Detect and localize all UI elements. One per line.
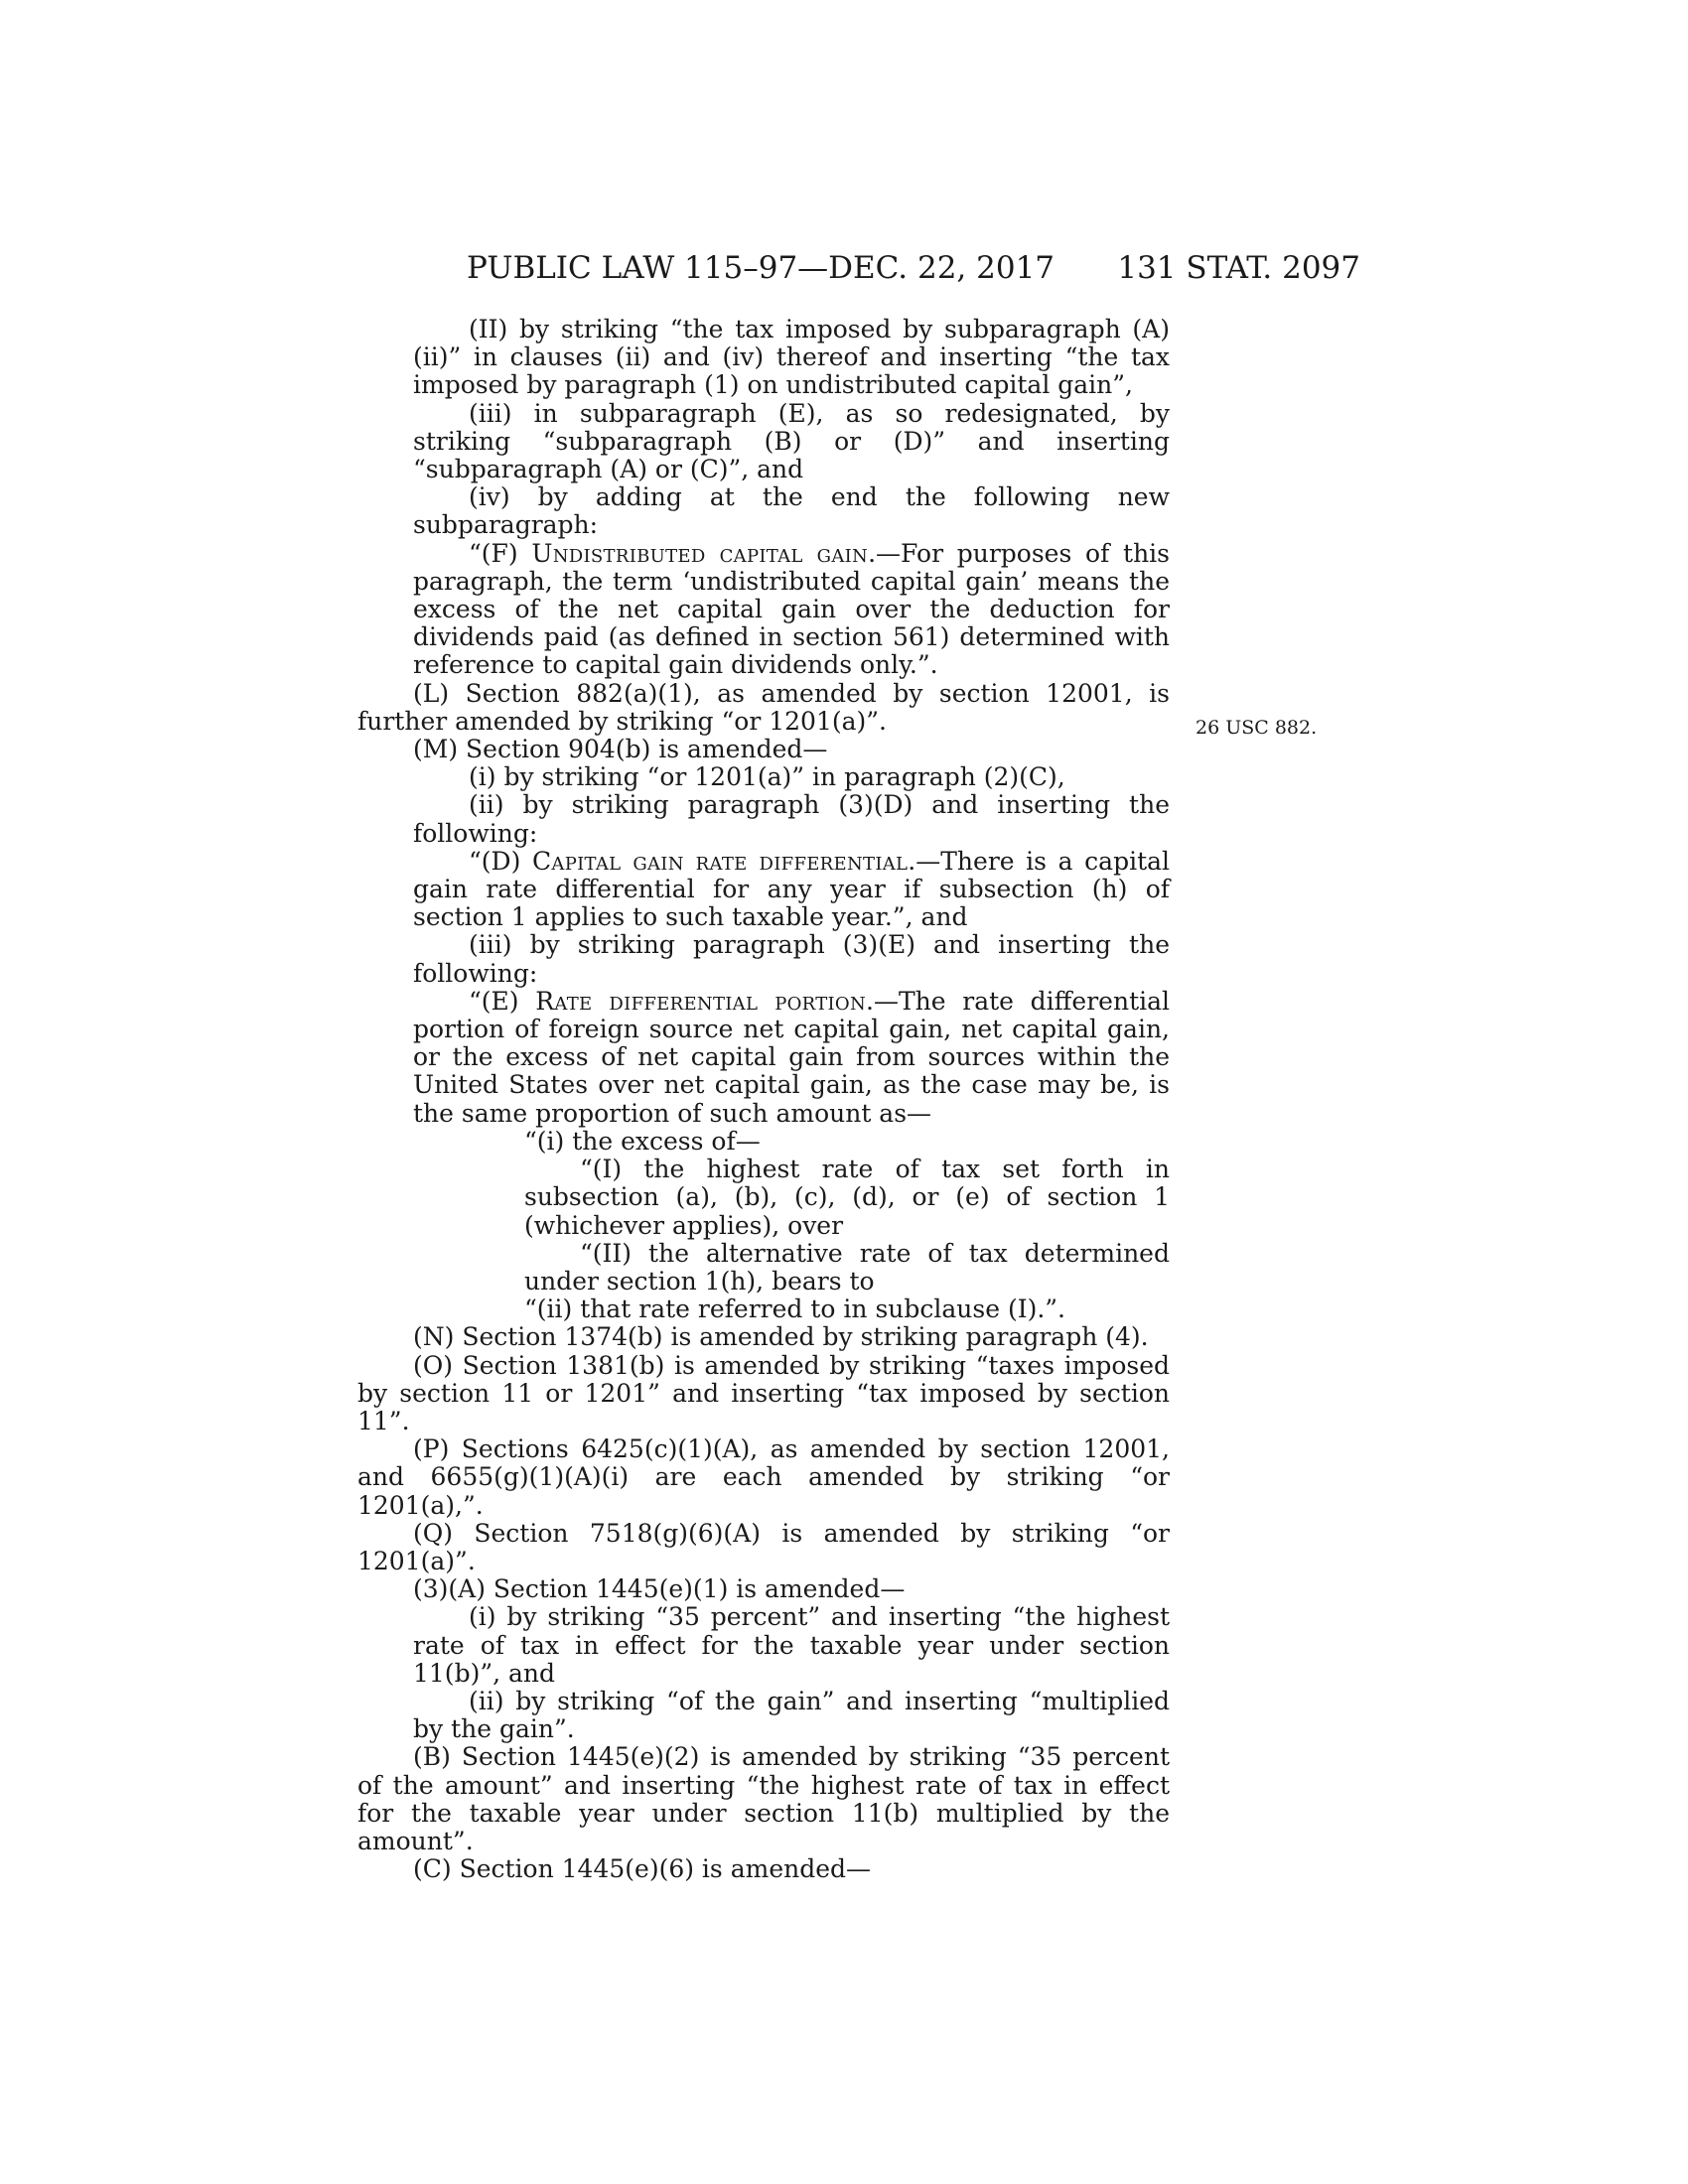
para-O: (O) Section 1381(b) is amended by striking “taxes imposed by section 11 or 1201” and inserting “tax imposed by section 11”. xyxy=(357,1350,1170,1435)
margin-note-usc: 26 USC 882. xyxy=(1196,717,1318,739)
heading-rate-differential-portion: Rate differential portion xyxy=(535,986,867,1016)
para-P: (P) Sections 6425(c)(1)(A), as amended by section 12001, and 6655(g)(1)(A)(i) are each amended by striking “or 1201(a),”. xyxy=(357,1434,1170,1520)
para-Q: (Q) Section 7518(g)(6)(A) is amended by striking “or 1201(a)”. xyxy=(357,1518,1170,1575)
para-N: (N) Section 1374(b) is amended by striking paragraph (4). xyxy=(413,1322,1149,1352)
para-3B: (B) Section 1445(e)(2) is amended by striking “35 percent of the amount” and inserting “the highest rate of tax in effect for the taxable year under section 11(b) multiplied by the amount”. xyxy=(357,1742,1170,1855)
para-L: (L) Section 882(a)(1), as amended by section 12001, is further amended by striking “or 1201(a)”. xyxy=(357,678,1170,736)
heading-undistributed-capital-gain: Undistributed capital gain xyxy=(531,538,869,568)
para-E-ii: “(ii) that rate referred to in subclause (I).”. xyxy=(524,1295,1066,1324)
header-stat-page: 131 STAT. 2097 xyxy=(1117,250,1360,286)
para-F: “(F) Undistributed capital gain.—For purposes of this paragraph, the term ‘undistributed capital gain’ means the excess of the net capital gain over the deduction for dividends paid (as defined in section 561) determined with reference to capital gain dividends only.”. xyxy=(413,538,1170,680)
running-header xyxy=(467,248,1360,288)
para-E-i: “(i) the excess of— xyxy=(524,1126,761,1156)
header-public-law: PUBLIC LAW 115–97—DEC. 22, 2017 xyxy=(467,250,1055,286)
para-3A-i: (i) by striking “35 percent” and inserting “the highest rate of tax in effect for the taxable year under section 11(b)”, and xyxy=(413,1602,1170,1688)
para-3A: (3)(A) Section 1445(e)(1) is amended— xyxy=(413,1574,906,1604)
para-iv: (iv) by adding at the end the following new subparagraph: xyxy=(413,482,1170,540)
para-II: (II) by striking “the tax imposed by subparagraph (A)(ii)” in clauses (ii) and (iv) thereof and inserting “the tax imposed by paragraph (1) on undistributed capital gain”, xyxy=(413,315,1170,400)
para-E-i-I: “(I) the highest rate of tax set forth in subsection (a), (b), (c), (d), or (e) of section 1 (whichever applies), over xyxy=(524,1155,1170,1240)
para-3C: (C) Section 1445(e)(6) is amended— xyxy=(413,1854,872,1884)
para-E-i-II: “(II) the alternative rate of tax determined under section 1(h), bears to xyxy=(524,1238,1170,1296)
para-M-i: (i) by striking “or 1201(a)” in paragraph (2)(C), xyxy=(469,762,1065,792)
para-M: (M) Section 904(b) is amended— xyxy=(413,735,828,764)
statute-text xyxy=(357,316,1170,1883)
para-D: “(D) Capital gain rate differential.—There is a capital gain rate differential for any year if subsection (h) of section 1 applies to such taxable year.”, and xyxy=(413,846,1171,932)
heading-capital-gain-rate-differential: Capital gain rate differential xyxy=(531,846,909,876)
para-M-ii: (ii) by striking paragraph (3)(D) and inserting the following: xyxy=(413,790,1170,848)
para-E: “(E) Rate differential portion.—The rate differential portion of foreign source net capital gain, net capital gain, or the excess of net capital gain from sources within the United States over net capital gain, as the case may be, is the same proportion of such amount as— xyxy=(413,986,1171,1128)
para-3A-ii: (ii) by striking “of the gain” and inserting “multiplied by the gain”. xyxy=(413,1686,1170,1744)
para-M-iii: (iii) by striking paragraph (3)(E) and inserting the following: xyxy=(413,930,1170,988)
para-iii: (iii) in subparagraph (E), as so redesignated, by striking “subparagraph (B) or (D)” and inserting “subparagraph (A) or (C)”, and xyxy=(413,398,1170,484)
